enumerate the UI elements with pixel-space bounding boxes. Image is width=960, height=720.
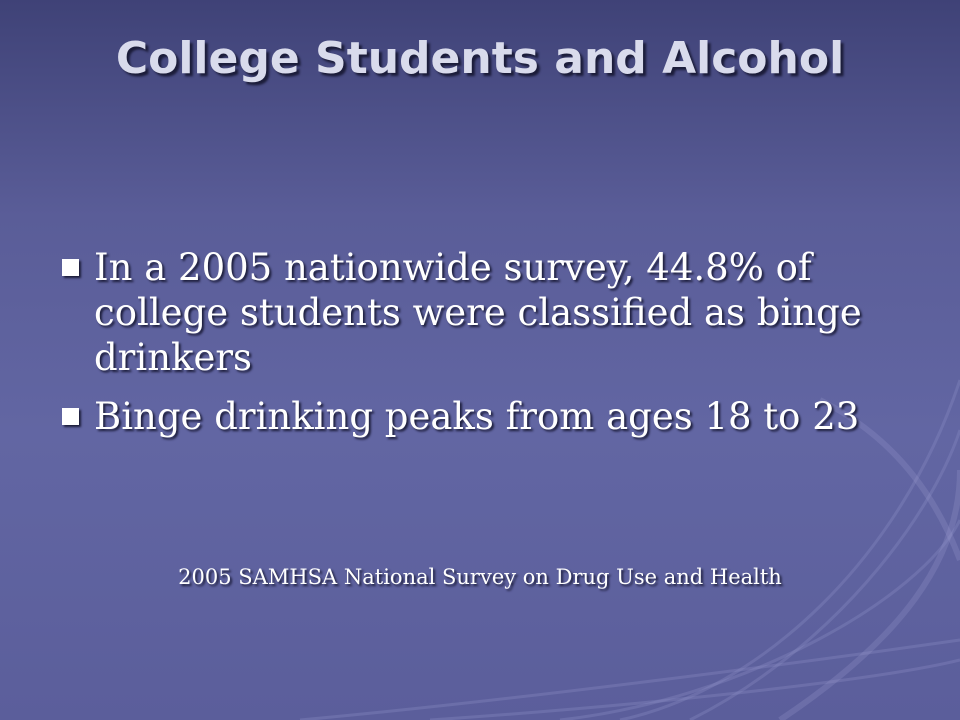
bullet-list <box>62 245 912 453</box>
slide-title: College Students and Alcohol <box>115 33 845 84</box>
bullet-text: In a 2005 nationwide survey, 44.8% of college students were classified as binge drinkers <box>94 246 862 379</box>
square-bullet-icon <box>62 408 79 425</box>
bullet-item <box>62 394 912 439</box>
bullet-text: Binge drinking peaks from ages 18 to 23 <box>94 395 860 438</box>
square-bullet-icon <box>62 259 79 276</box>
bullet-item <box>62 245 912 380</box>
citation: 2005 SAMHSA National Survey on Drug Use and Health <box>178 565 782 589</box>
